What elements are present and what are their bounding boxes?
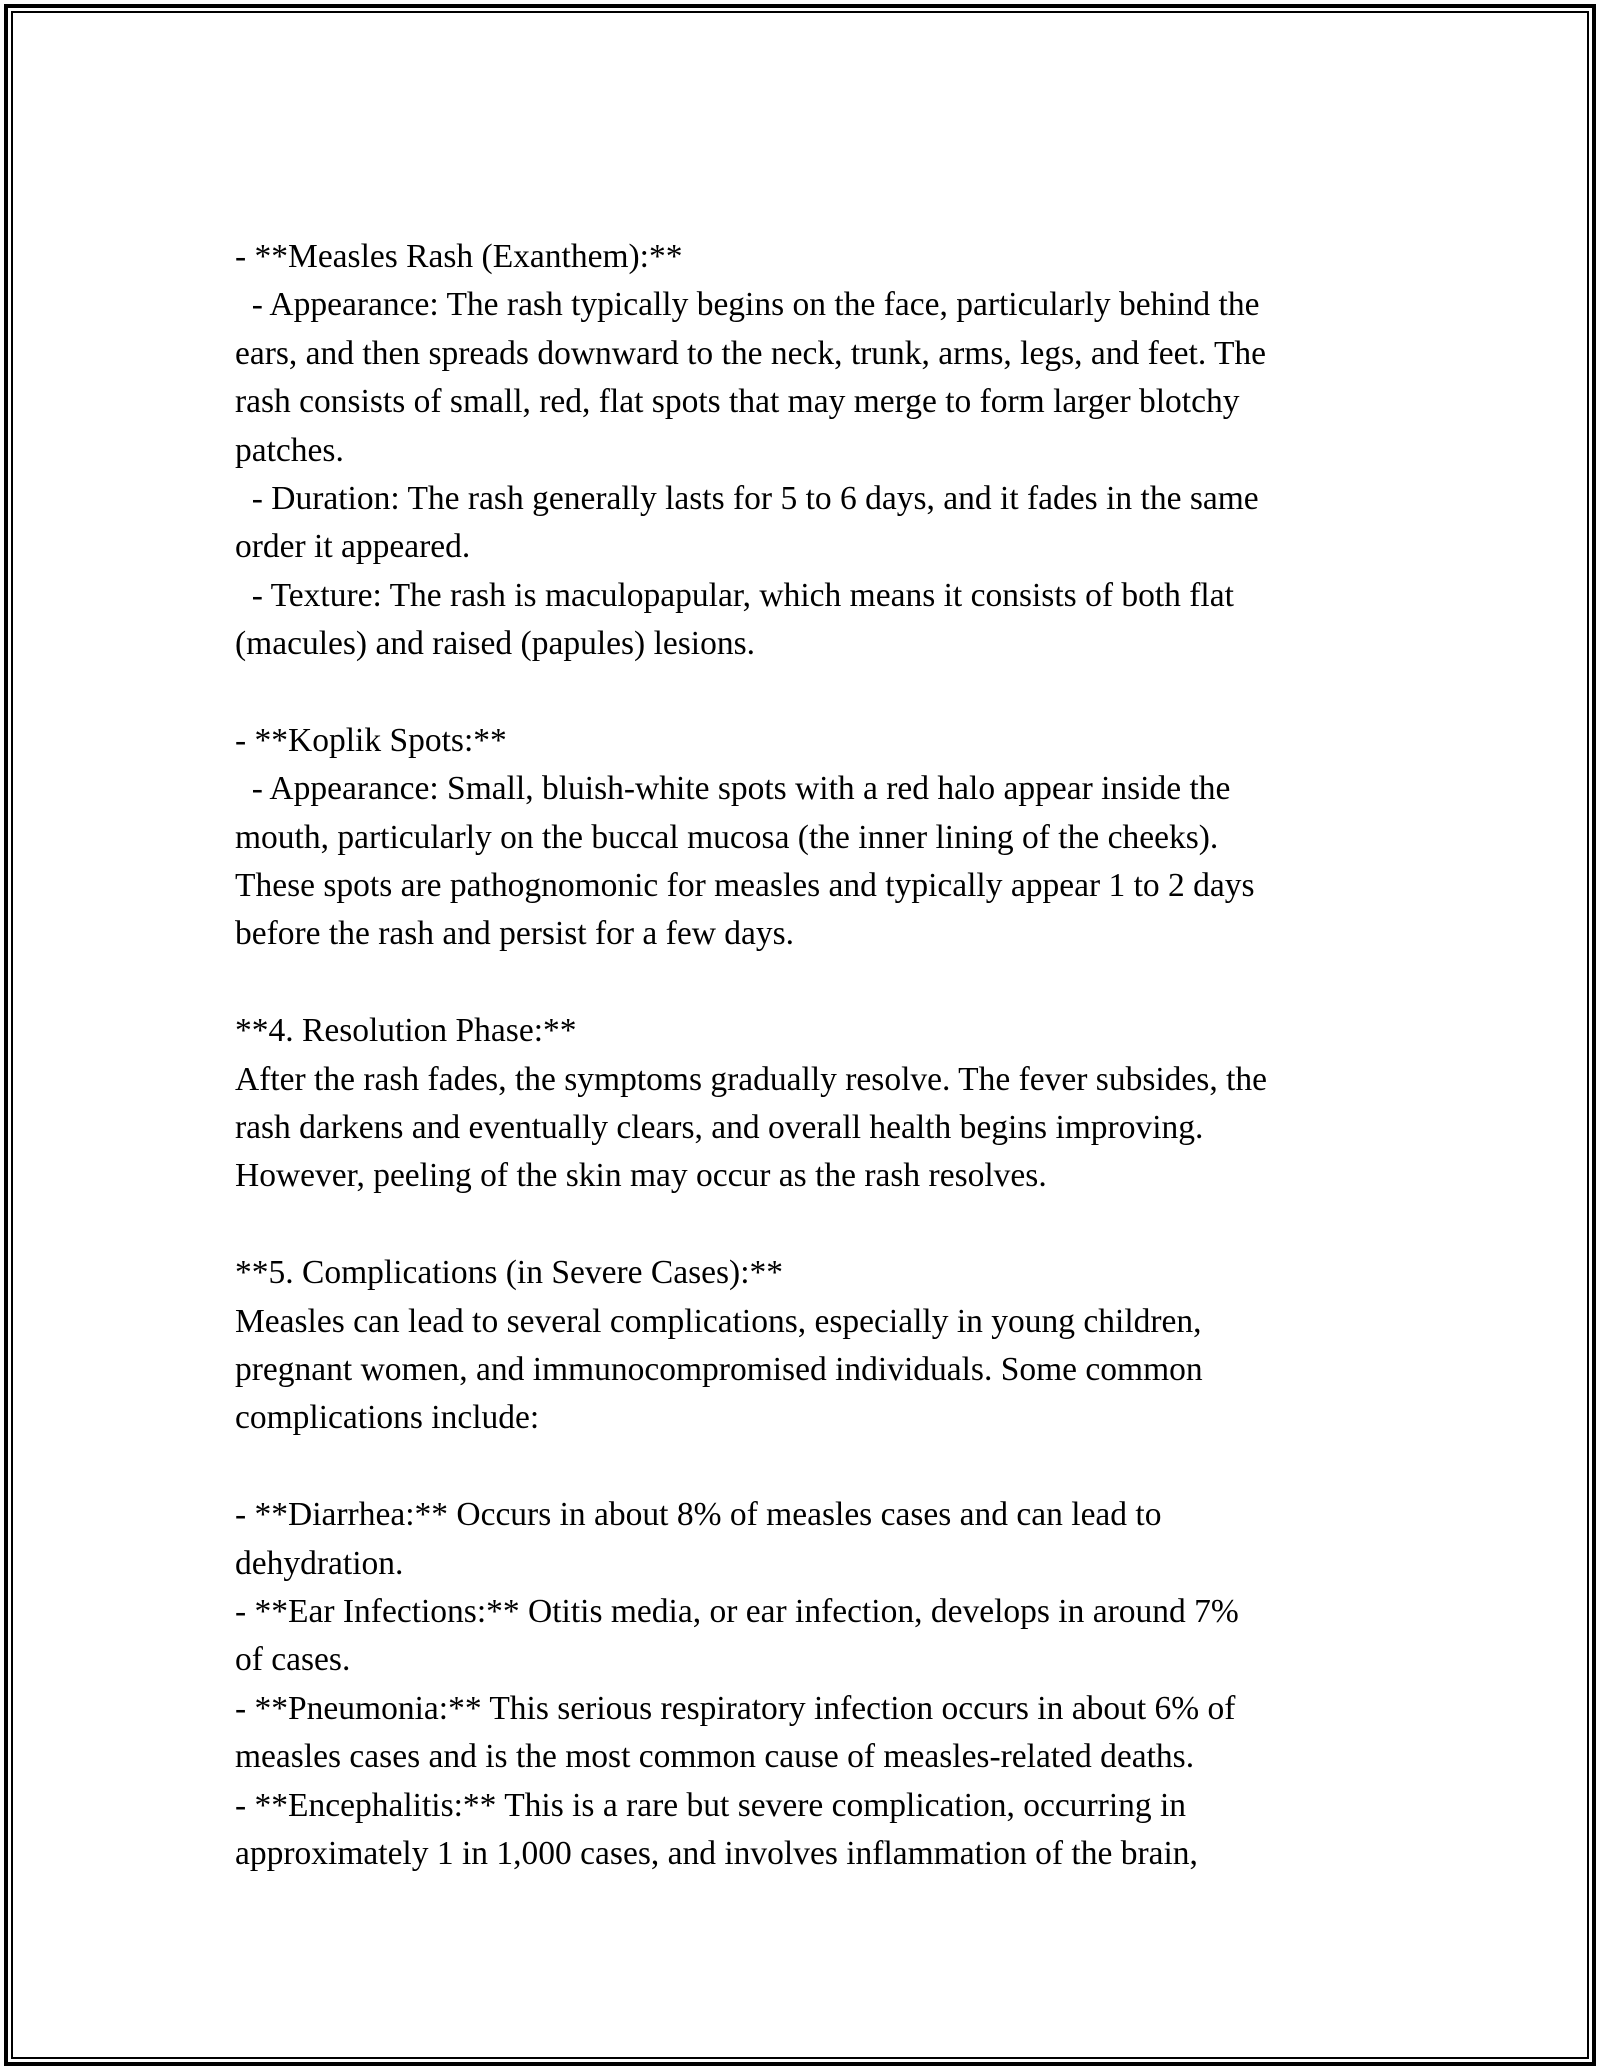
blank-line — [235, 959, 1385, 1007]
blank-line — [235, 669, 1385, 717]
text-line: - Appearance: Small, bluish-white spots with a red halo appear inside the — [235, 770, 1231, 808]
text-line: These spots are pathognomonic for measles and typically appear 1 to 2 days — [235, 867, 1255, 905]
text-line: ears, and then spreads downward to the neck, trunk, arms, legs, and feet. The — [235, 334, 1267, 372]
text-line: (macules) and raised (papules) lesions. — [235, 625, 756, 663]
text-line: of cases. — [235, 1641, 351, 1679]
text-line: rash darkens and eventually clears, and overall health begins improving. — [235, 1109, 1204, 1147]
text-line: - **Ear Infections:** Otitis media, or ear infection, develops in around 7% — [235, 1592, 1239, 1630]
text-line: - **Measles Rash (Exanthem):** — [235, 238, 683, 275]
text-line: - Duration: The rash generally lasts for 5 to 6 days, and it fades in the same — [235, 479, 1259, 517]
text-line: patches. — [235, 431, 344, 469]
text-line: **5. Complications (in Severe Cases):** — [235, 1254, 784, 1292]
text-line: measles cases and is the most common cause of measles-related deaths. — [235, 1738, 1195, 1776]
text-line: before the rash and persist for a few days. — [235, 915, 795, 953]
text-line: mouth, particularly on the buccal mucosa (the inner lining of the cheeks). — [235, 818, 1219, 856]
text-line: dehydration. — [235, 1544, 404, 1582]
text-line: - **Diarrhea:** Occurs in about 8% of measles cases and can lead to — [235, 1496, 1162, 1534]
text-line: - Appearance: The rash typically begins on the face, particularly behind the — [235, 286, 1260, 324]
blank-line — [235, 1201, 1385, 1249]
text-line: - **Pneumonia:** This serious respiratory infection occurs in about 6% of — [235, 1689, 1236, 1727]
text-line: - **Koplik Spots:** — [235, 721, 507, 759]
text-line: order it appeared. — [235, 528, 471, 566]
document-body — [235, 233, 1385, 1878]
text-line: Measles can lead to several complications, especially in young children, — [235, 1302, 1202, 1340]
text-line: - Texture: The rash is maculopapular, which means it consists of both flat — [235, 576, 1234, 614]
text-line: rash consists of small, red, flat spots that may merge to form larger blotchy — [235, 383, 1240, 421]
text-line: **4. Resolution Phase:** — [235, 1012, 577, 1050]
text-line: pregnant women, and immunocompromised individuals. Some common — [235, 1350, 1203, 1388]
text-line: However, peeling of the skin may occur as the rash resolves. — [235, 1157, 1047, 1195]
text-line: approximately 1 in 1,000 cases, and involves inflammation of the brain, — [235, 1834, 1198, 1872]
text-line: complications include: — [235, 1399, 540, 1437]
text-line: After the rash fades, the symptoms gradually resolve. The fever subsides, the — [235, 1060, 1268, 1098]
text-line: - **Encephalitis:** This is a rare but severe complication, occurring in — [235, 1786, 1187, 1824]
blank-line — [235, 1443, 1385, 1491]
